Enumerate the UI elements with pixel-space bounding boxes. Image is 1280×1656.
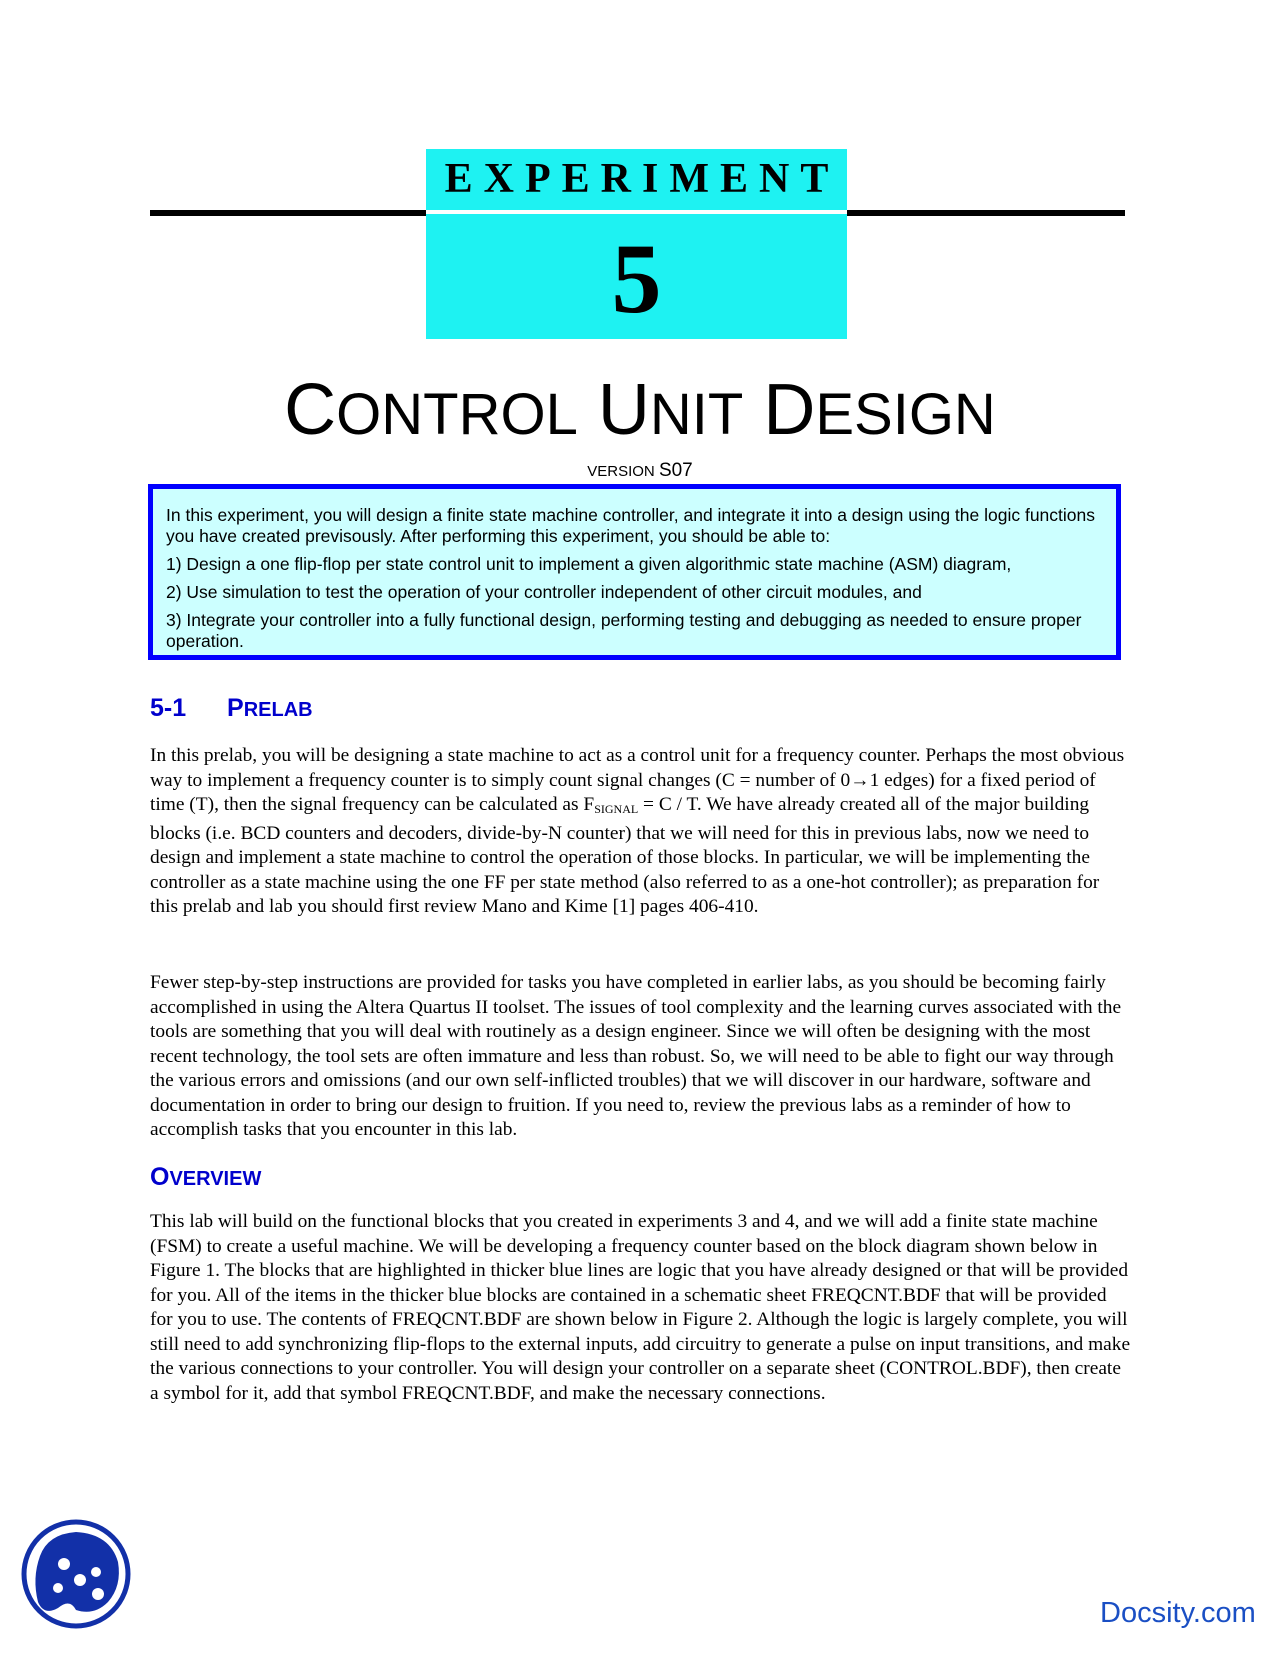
objectives-box bbox=[148, 484, 1121, 660]
overview-initial: O bbox=[150, 1163, 170, 1191]
header-rule-left bbox=[150, 210, 426, 216]
arrow-icon: → bbox=[850, 769, 870, 791]
section-number: 5-1 bbox=[150, 694, 187, 722]
objective-item: 2) Use simulation to test the operation of your controller independent of other circuit modules, and bbox=[166, 582, 922, 602]
page-title bbox=[0, 370, 1280, 450]
prelab-text: 1 edges) for a fixed period of time (T), then the signal frequency can be calculated as F bbox=[150, 769, 1096, 815]
header-rule-right bbox=[847, 210, 1125, 216]
version-label: VERSION bbox=[587, 463, 655, 480]
overview-rest: VERVIEW bbox=[169, 1168, 262, 1190]
title-rest: ESIGN bbox=[815, 382, 996, 447]
prelab-paragraph-2: Fewer step-by-step instructions are provided for tasks you have completed in earlier labs, as you should be becoming fairly accomplished in using the Altera Quartus II toolset. The issues of tool complexity and the learning curves associated with the tools are something that you will deal with routinely as a design engineer. Since we will often be designing with the most recent technology, the tool sets are often immature and less than robust. So, we will need to be able to fight our way through the various errors and omissions (and our own self-inflicted troubles) that we will discover in our hardware, software and documentation in order to bring our design to fruition. If you need to, review the previous labs as a reminder of how to accomplish tasks that you encounter in this lab. bbox=[150, 972, 1122, 1140]
subscript-signal: SIGNAL bbox=[594, 802, 639, 816]
overview-heading bbox=[150, 1163, 261, 1192]
prelab-paragraph-1 bbox=[150, 744, 1132, 920]
title-initial: C bbox=[284, 370, 337, 450]
title-rest: NIT bbox=[649, 382, 744, 447]
section-title-initial: P bbox=[227, 694, 244, 722]
title-rest: ONTROL bbox=[336, 382, 578, 447]
objective-item: 3) Integrate your controller into a fully functional design, performing testing and debugging as needed to ensure proper operation. bbox=[166, 610, 1082, 651]
objectives-intro: In this experiment, you will design a finite state machine controller, and integrate it into a design using the logic functions you have created previsously. After performing this experiment, you should be able to: bbox=[166, 505, 1096, 546]
section-heading bbox=[150, 694, 313, 723]
overview-paragraph: This lab will build on the functional blocks that you created in experiments 3 and 4, and we will add a finite state machine (FSM) to create a useful machine. We will be developing a frequency counter based on the block diagram shown below in Figure 1. The blocks that are highlighted in thicker blue lines are logic that you have already designed or that will be provided for you. All of the items in the thicker blue blocks are contained in a schematic sheet FREQCNT.BDF that will be provided for you to use. The contents of FREQCNT.BDF are shown below in Figure 2. Although the logic is largely complete, you will still need to add synchronizing flip-flops to the external inputs, add circuitry to generate a pulse on input transitions, and make the various connections to your controller. You will design your controller on a separate sheet (CONTROL.BDF), then create a symbol for it, add that symbol FREQCNT.BDF, and make the necessary connections. bbox=[150, 1211, 1131, 1404]
experiment-number: 5 bbox=[611, 223, 662, 334]
docsity-watermark[interactable]: Docsity.com bbox=[1100, 1597, 1256, 1629]
version-number: S07 bbox=[658, 460, 693, 481]
prelab-text: = C / T. We have already created all of the major building blocks (i.e. BCD counters and decoders, divide-by-N counter) that we will need for this in previous labs, now we need to design and implement a state machine to control the operation of those blocks. In particular, we will be implementing the controller as a state machine using the one FF per state method (also referred to as a one-hot controller); as preparation for this prelab and lab you should first review Mano and Kime [1] pages 406-410. bbox=[150, 794, 1100, 917]
title-initial: D bbox=[763, 370, 816, 450]
objective-item: 1) Design a one flip-flop per state control unit to implement a given algorithmic state machine (ASM) diagram, bbox=[166, 554, 1012, 574]
banner-divider bbox=[426, 210, 847, 214]
experiment-label: EXPERIMENT bbox=[444, 156, 840, 202]
version-line bbox=[0, 460, 1280, 482]
section-title-rest: RELAB bbox=[243, 699, 313, 721]
title-initial: U bbox=[597, 370, 650, 450]
prelab-text: In this prelab, you will be designing a state machine to act as a control unit for a frequency counter. Perhaps the most obvious way to implement a frequency counter is to simply count signal changes (C = number of 0 bbox=[150, 745, 1125, 791]
experiment-banner bbox=[426, 149, 847, 339]
docsity-logo-icon bbox=[18, 1516, 134, 1632]
